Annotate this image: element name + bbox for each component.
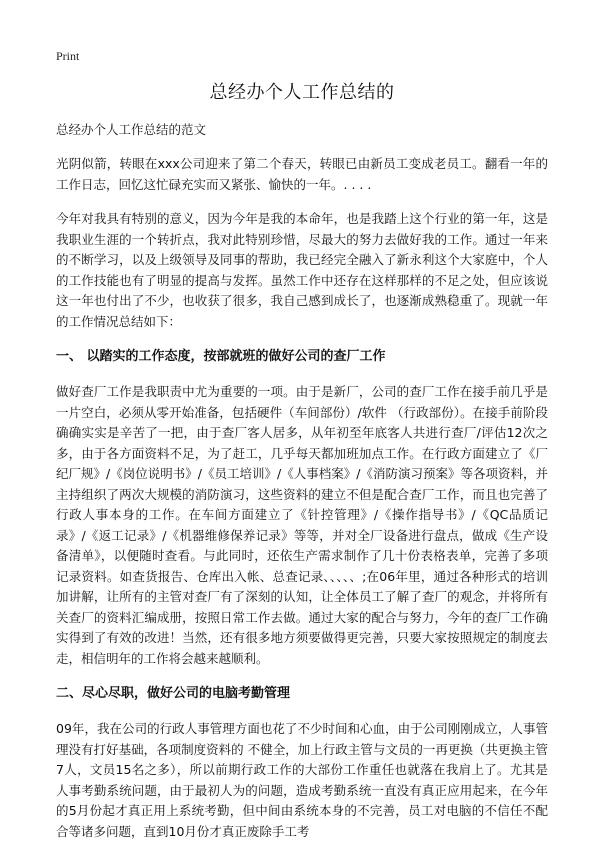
document-title: 总经办个人工作总结的 bbox=[209, 82, 395, 103]
document-subtitle: 总经办个人工作总结的范文 bbox=[56, 122, 207, 137]
print-link[interactable]: Print bbox=[56, 49, 80, 63]
intro-paragraph: 今年对我具有特别的意义，因为今年是我的本命年，也是我踏上这个行业的第一年，这是我职业生涯的一个转折点，我对此特别珍惜，尽最大的努力去做好我的工作。通过一年来的不断学习，以及上级领导及同事的帮助，我已经完全融入了新永利这个大家庭中，个人的工作技能也有了明显的提高与发挥。虽然工作中还存在这样那样的不足之处，但应该说这一年也付出了不少，也收获了很多，我自己感到成长了，也逐渐成熟稳重了。现就一年的工作情况总结如下： bbox=[56, 211, 548, 329]
intro-paragraph: 光阴似箭，转眼在xxx公司迎来了第二个春天，转眼已由新员工变成老员工。翻看一年的工作日志，回忆这忙碌充实而又紧张、愉快的一年。. . . . bbox=[56, 156, 548, 192]
section-paragraph: 09年，我在公司的行政人事管理方面也花了不少时间和心血，由于公司刚刚成立，人事管理没有打好基础，各项制度资料的 不健全，加上行政主管与文员的一再更换（共更换主管7人，文员15名之多），所以前期行政工作的大部份工作重任也就落在我肩上了。尤其是人事考勤系统问题，由于最初人为的问题，造成考勤系统一直没有真正应用起来，在今年的5月份起才真正用上系统考勤，但中间由系统本身的不完善，员工对电脑的不信任不配合等诸多问题，直到10月份才真正废除手工考 bbox=[56, 721, 548, 839]
section-heading: 二、尽心尽职，做好公司的电脑考勤管理 bbox=[56, 686, 291, 701]
section-heading: 一、 以踏实的工作态度，按部就班的做好公司的查厂工作 bbox=[56, 349, 386, 364]
section-paragraph: 做好查厂工作是我职责中尤为重要的一项。由于是新厂，公司的查厂工作在接手前几乎是一片空白，必须从零开始准备，包括硬件（车间部份）/软件 （行政部份）。在接手前阶段确确实实是辛苦了一把，由于查厂客人居多，从年初至年底客人共进行查厂/评估12次之多，由于各方面资料不足，为了赶工，几乎每天都加班加点工作。在行政方面建立了《厂纪厂规》/《岗位说明书》/《员工培训》/《人事档案》/《消防演习预案》等各项资料，并主持组织了两次大规模的消防演习，这些资料的建立不但是配合查厂工作，而且也完善了行政人事本身的工作。在车间方面建立了《针控管理》/《操作指导书》/《QC品质记录》/《返工记录》/《机器维修保养记录》等等，并对全厂设备进行盘点，做成《生产设备清单》，以便随时查看。与此同时，还依生产需求制作了几十份表格表单，完善了多项记录资料。如查货报告、仓库出入帐、总查记录、、、、、;在06年里，通过各种形式的培训加讲解，让所有的主管对查厂有了深刻的认知，让全体员工了解了查厂的观念，并将所有关查厂的资料汇编成册，按照日常工作去做。通过大家的配合与努力，今年的查厂工作确实得到了有效的改进！当然，还有很多地方须要做得更完善，只要大家按照规定的制度去走，相信明年的工作将会越来越顺利。 bbox=[56, 384, 548, 666]
document-page bbox=[56, 70, 548, 842]
